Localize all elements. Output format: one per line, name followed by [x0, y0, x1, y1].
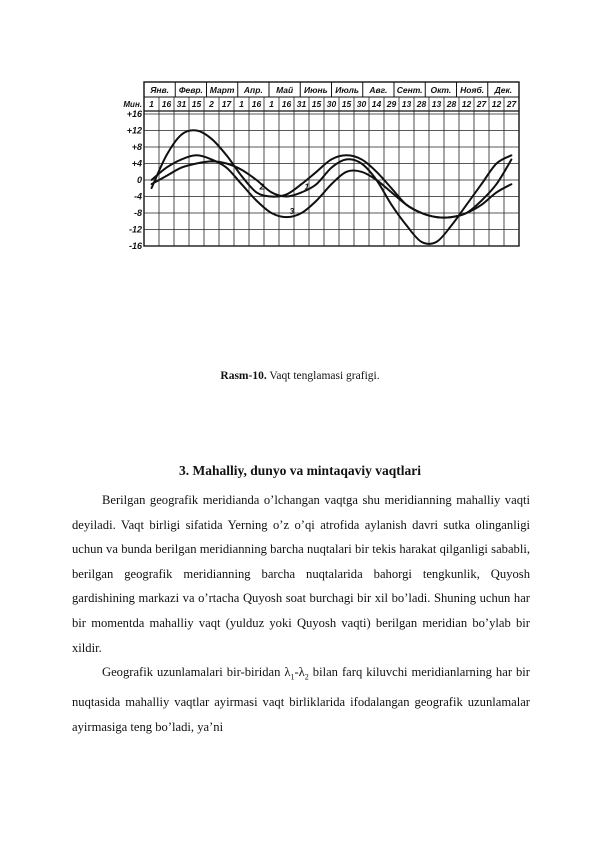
- day-tick-label: 29: [386, 99, 397, 109]
- series-point-1: [271, 191, 273, 193]
- month-label: Окт.: [430, 85, 452, 95]
- series-point-2: [286, 194, 288, 196]
- graph-svg: [123, 78, 532, 258]
- series-line-1: [152, 155, 512, 244]
- month-label: Авг.: [369, 85, 388, 95]
- series-point-3: [271, 212, 273, 214]
- series-point-3: [331, 183, 333, 185]
- y-tick-label: -4: [133, 191, 142, 202]
- series-point-2: [376, 171, 378, 173]
- series-point-3: [481, 204, 483, 206]
- series-point-1: [406, 224, 408, 226]
- series-point-2: [481, 200, 483, 202]
- series-point-2: [361, 158, 363, 160]
- series-point-1: [391, 204, 393, 206]
- series-point-1: [181, 167, 183, 169]
- paragraph-1: Berilgan geografik meridianda o’lchangan vaqtga shu meridianning mahalliy vaqti deyiladi. Vaqt birligi sifatida Yerning o’z o’qi atrofida aylanish davri sutka olinganligi uchun va bunda berilgan meridianning barcha nuqtalari bir tekis harakat qilganligi sababli, berilgan geografik meridianning barcha nuqtalarida bahorgi tengkunlik, Quyosh gardishining markazi va o’rtacha Quyosh soat burchagi bir xil bo’ladi. Shuning uchun har bir momentda mahalliy vaqt (yulduz yoki Quyosh vaqti) berilgan meridian bo’ylab bir xildir.: [72, 493, 530, 655]
- day-tick-label: 15: [191, 99, 202, 109]
- paragraph-2: [72, 660, 530, 739]
- series-point-1: [436, 241, 438, 243]
- series-point-2: [511, 158, 513, 160]
- section-title: 3. Mahalliy, dunyo va mintaqaviy vaqtlari: [179, 463, 421, 478]
- series-point-1: [481, 183, 483, 185]
- y-tick-label: +4: [131, 158, 142, 169]
- paragraph-2-dash: -λ: [294, 665, 305, 680]
- lambda-subscript-2: 2: [304, 672, 309, 682]
- day-tick-label: 2: [209, 99, 214, 109]
- series-point-1: [286, 196, 288, 198]
- day-tick-label: 30: [326, 99, 337, 109]
- figure-caption: [0, 370, 600, 382]
- month-label: Июль: [335, 85, 359, 95]
- day-tick-label: 13: [431, 99, 442, 109]
- curve-label-1: 1: [304, 181, 310, 192]
- series-point-3: [361, 171, 363, 173]
- y-tick-label: 0: [136, 175, 142, 185]
- day-tick-label: 30: [356, 99, 367, 109]
- series-point-2: [151, 187, 153, 189]
- month-label: Дек.: [494, 85, 513, 95]
- month-label: Март: [209, 85, 235, 95]
- series-point-1: [226, 163, 228, 165]
- series-point-1: [241, 169, 243, 171]
- series-point-1: [256, 179, 258, 181]
- day-tick-label: 14: [371, 99, 382, 109]
- day-tick-label: 28: [446, 99, 457, 109]
- series-point-3: [511, 183, 513, 185]
- series-line-3: [152, 155, 512, 217]
- series-point-2: [166, 154, 168, 156]
- series-point-3: [346, 171, 348, 173]
- series-point-1: [511, 154, 513, 156]
- body-text: [72, 488, 530, 739]
- month-label: Сент.: [396, 85, 423, 95]
- series-point-3: [196, 154, 198, 156]
- day-tick-label: 12: [491, 99, 502, 109]
- series-point-1: [451, 224, 453, 226]
- series-point-3: [376, 179, 378, 181]
- series-point-3: [316, 200, 318, 202]
- series-point-3: [406, 204, 408, 206]
- y-unit-label: Мин.: [123, 100, 142, 109]
- month-label: Апр.: [243, 85, 263, 95]
- series-point-3: [211, 158, 213, 160]
- day-tick-label: 15: [311, 99, 322, 109]
- series-point-3: [241, 183, 243, 185]
- series-point-3: [226, 167, 228, 169]
- series-point-2: [301, 183, 303, 185]
- series-point-3: [286, 216, 288, 218]
- day-tick-label: 13: [401, 99, 412, 109]
- series-point-1: [301, 191, 303, 193]
- series-point-2: [331, 158, 333, 160]
- curve-label-3: 3: [289, 206, 295, 217]
- day-tick-label: 1: [149, 99, 154, 109]
- series-point-1: [316, 183, 318, 185]
- series-point-2: [196, 130, 198, 132]
- series-point-1: [211, 161, 213, 163]
- series-point-1: [331, 167, 333, 169]
- series-point-1: [496, 163, 498, 165]
- y-tick-label: -8: [133, 208, 142, 218]
- y-tick-label: -12: [128, 224, 142, 235]
- series-point-2: [256, 191, 258, 193]
- day-tick-label: 16: [251, 99, 262, 109]
- equation-of-time-graph: [123, 78, 532, 258]
- series-point-2: [211, 138, 213, 140]
- paragraph-2-start: Geografik uzunlamalari bir-biridan λ: [102, 665, 291, 680]
- month-label: Февр.: [178, 85, 203, 95]
- day-tick-label: 15: [341, 99, 352, 109]
- series-point-2: [316, 171, 318, 173]
- series-point-3: [421, 212, 423, 214]
- series-point-1: [166, 175, 168, 177]
- series-point-3: [151, 179, 153, 181]
- month-label: Нояб.: [460, 85, 485, 95]
- series-point-2: [391, 187, 393, 189]
- day-tick-label: 1: [239, 99, 244, 109]
- series-point-2: [241, 175, 243, 177]
- series-point-1: [421, 241, 423, 243]
- day-tick-label: 27: [476, 99, 487, 109]
- day-tick-label: 31: [296, 99, 307, 109]
- series-point-3: [436, 216, 438, 218]
- paragraph-2-end: bilan farq kiluvchi meridianlarning har bir nuqtasida mahalliy vaqtlar ayirmasi vaqt birliklarida ifodalangan geografik uzunlamalar ayirmasiga teng bo’ladi, ya’ni: [72, 665, 530, 734]
- y-tick-label: -16: [128, 241, 142, 251]
- series-point-2: [346, 154, 348, 156]
- series-point-2: [271, 196, 273, 198]
- day-tick-label: 28: [416, 99, 427, 109]
- series-point-3: [391, 191, 393, 193]
- month-label: Янв.: [150, 85, 170, 95]
- series-point-3: [466, 212, 468, 214]
- series-point-2: [181, 134, 183, 136]
- series-point-3: [496, 191, 498, 193]
- day-tick-label: 16: [161, 99, 172, 109]
- caption-label: Rasm-10.: [220, 370, 267, 382]
- series-line-2: [152, 130, 512, 217]
- day-tick-label: 27: [506, 99, 517, 109]
- lambda-subscript-1: 1: [290, 672, 295, 682]
- series-point-3: [301, 212, 303, 214]
- month-label: Июнь: [304, 85, 328, 95]
- y-tick-label: +16: [126, 109, 142, 119]
- series-point-3: [256, 200, 258, 202]
- series-point-1: [466, 204, 468, 206]
- y-tick-label: +12: [126, 125, 142, 136]
- series-point-3: [166, 167, 168, 169]
- series-point-3: [451, 216, 453, 218]
- series-point-3: [181, 158, 183, 160]
- day-tick-label: 17: [221, 99, 232, 109]
- curve-label-2: 2: [259, 181, 265, 192]
- month-label: Май: [276, 85, 294, 95]
- day-tick-label: 12: [461, 99, 472, 109]
- series-point-1: [196, 163, 198, 165]
- caption-text: Vaqt tenglamasi grafigi.: [269, 370, 380, 382]
- series-point-2: [226, 154, 228, 156]
- day-tick-label: 1: [269, 99, 274, 109]
- y-tick-label: +8: [131, 142, 142, 152]
- day-tick-label: 16: [281, 99, 292, 109]
- series-point-2: [496, 183, 498, 185]
- series-point-1: [346, 158, 348, 160]
- day-tick-label: 31: [176, 99, 187, 109]
- series-point-1: [361, 163, 363, 165]
